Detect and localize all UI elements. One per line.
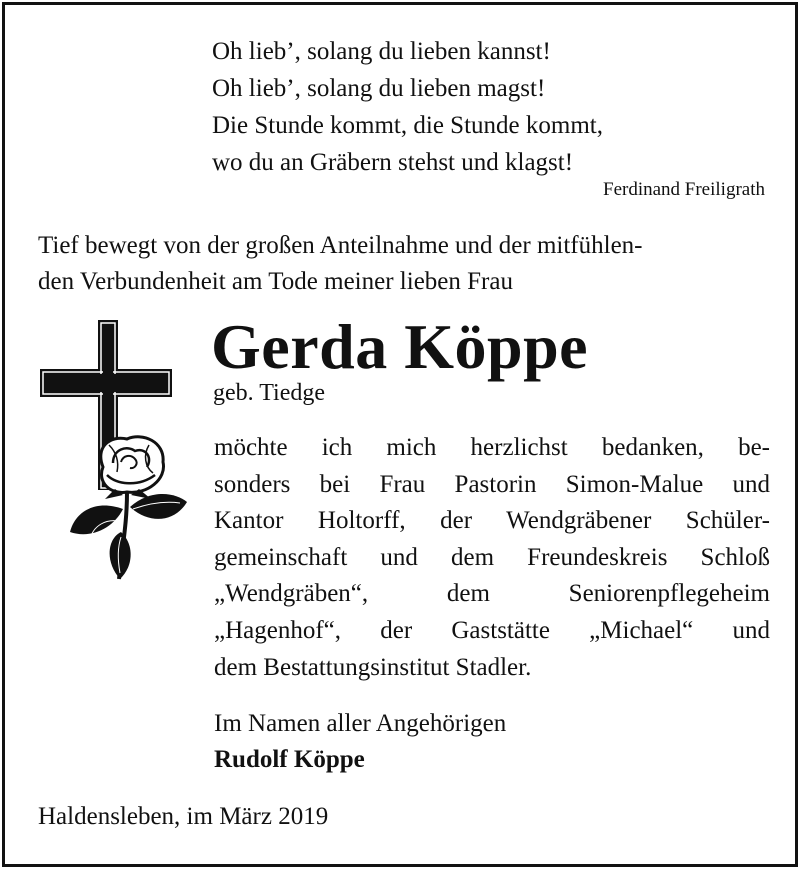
poem-author: Ferdinand Freiligrath xyxy=(603,179,765,200)
birth-name: geb. Tiedge xyxy=(213,380,326,406)
poem-line: wo du an Gräbern stehst und klagst! xyxy=(212,149,574,176)
signature-label: Im Namen aller Angehörigen xyxy=(214,710,507,737)
cross-icon xyxy=(35,317,200,592)
intro-text xyxy=(38,228,643,300)
poem-line: Oh lieb’, solang du lieben kannst! xyxy=(212,38,551,65)
thanks-text xyxy=(214,430,770,686)
cross-with-rose-illustration xyxy=(35,317,200,592)
thanks-line: möchte ich mich herzlichst bedanken, be- xyxy=(214,434,770,461)
rose-icon xyxy=(70,437,187,579)
poem xyxy=(212,33,603,181)
thanks-line: sonders bei Frau Pastorin Simon-Malue und xyxy=(214,470,770,498)
signature-name: Rudolf Köppe xyxy=(214,746,365,773)
poem-line: Die Stunde kommt, die Stunde kommt, xyxy=(212,112,603,139)
intro-line: den Verbundenheit am Tode meiner lieben Frau xyxy=(38,268,513,295)
thanks-line: „Hagenhof“, der Gaststätte „Michael“ und xyxy=(214,616,770,644)
thanks-line: dem Bestattungsinstitut Stadler. xyxy=(214,653,532,681)
poem-line: Oh lieb’, solang du lieben magst! xyxy=(212,75,546,102)
thanks-line: Kantor Holtorff, der Wendgräbener Schüler- xyxy=(214,507,770,535)
thanks-line: „Wendgräben“, dem Seniorenpflegeheim xyxy=(214,580,770,608)
obituary-frame xyxy=(2,2,798,867)
deceased-name: Gerda Köppe xyxy=(211,311,589,382)
thanks-line: gemeinschaft und dem Freundeskreis Schloß xyxy=(214,543,770,571)
intro-line: Tief bewegt von der großen Anteilnahme und der mitfühlen- xyxy=(38,232,643,259)
place-and-date: Haldensleben, im März 2019 xyxy=(38,803,329,830)
